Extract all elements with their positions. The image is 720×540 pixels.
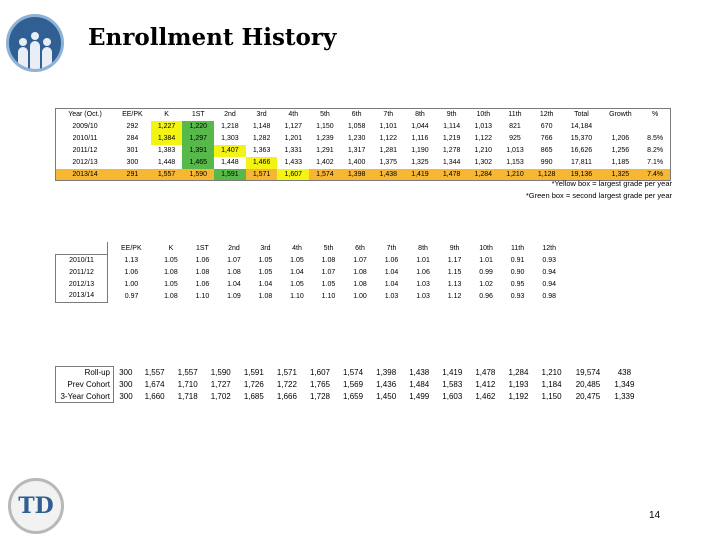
table-cell: 1,122 — [474, 135, 493, 142]
table-cell: 1,013 — [474, 123, 493, 130]
district-logo — [6, 14, 64, 72]
table-cell: 300 — [119, 380, 133, 389]
table-cell: 1,291 — [316, 147, 334, 154]
table-row — [56, 278, 566, 290]
table-cell: 1,206 — [611, 135, 630, 142]
table-cell: 1,728 — [309, 392, 330, 401]
table-row — [56, 145, 671, 157]
column-header: 12th — [539, 111, 554, 119]
table-cell: 8.2% — [647, 147, 664, 154]
table-cell: 0.93 — [510, 292, 525, 300]
row-label: 2013/14 — [56, 290, 108, 302]
column-header: 11th — [511, 244, 525, 252]
table-cell: 1,466 — [246, 157, 278, 169]
table-cell: 1.07 — [321, 268, 336, 276]
table-cell: 1,325 — [411, 159, 429, 166]
table-cell: 1,303 — [221, 135, 239, 142]
table-cell: 0.97 — [124, 292, 139, 300]
table-cell: 0.99 — [479, 268, 493, 276]
table-row — [56, 157, 671, 169]
table-cell: 1,412 — [475, 380, 496, 389]
table-cell: 1,193 — [508, 380, 529, 389]
table-cell: 300 — [119, 392, 133, 401]
table-row — [56, 391, 642, 403]
yellow-note: *Yellow box = largest grade per year — [551, 179, 672, 188]
table-cell: 19,574 — [575, 368, 601, 377]
table-cell: 1.03 — [384, 292, 399, 300]
table-row — [56, 290, 566, 302]
table-cell: 1,659 — [343, 392, 364, 401]
table-cell: 1,660 — [144, 392, 165, 401]
table-cell: 1,101 — [379, 123, 398, 130]
table-cell: 1,571 — [246, 169, 278, 181]
table-cell: 1.04 — [258, 280, 273, 288]
table-cell: 19,136 — [562, 169, 600, 181]
table-cell: 1,128 — [531, 169, 563, 181]
table-cell: 1,674 — [144, 380, 165, 389]
table-cell: 1,185 — [611, 159, 630, 166]
column-header: 10th — [479, 244, 493, 252]
table-cell: 1,438 — [372, 169, 404, 181]
table-cell: 0.96 — [479, 292, 493, 300]
table-cell: 1,462 — [475, 392, 496, 401]
table-cell: 1,557 — [151, 169, 183, 181]
table-cell: 1,127 — [284, 123, 303, 130]
table-cell: 7.4% — [640, 169, 670, 181]
table-row — [56, 133, 671, 145]
table-cell: 1.12 — [447, 292, 462, 300]
table-cell: 291 — [114, 169, 151, 181]
table-cell: 1,465 — [182, 157, 214, 169]
table-cell: 1.00 — [353, 292, 367, 300]
table-cell: 1,398 — [341, 169, 373, 181]
table-cell: 1.17 — [447, 256, 462, 264]
table-cell: 1,574 — [309, 169, 341, 181]
table-cell: 284 — [126, 135, 139, 142]
table-row — [56, 254, 566, 266]
table-cell: 1,150 — [316, 123, 334, 130]
table-cell: 1,607 — [277, 169, 309, 181]
column-header: K — [168, 244, 174, 252]
table-cell: 438 — [617, 368, 632, 377]
green-note: *Green box = second largest grade per year — [525, 191, 672, 200]
table-cell: 1,375 — [379, 159, 398, 166]
projection-table — [55, 366, 641, 403]
table-cell: 1.06 — [195, 256, 210, 264]
column-header: 12th — [542, 244, 556, 252]
column-header: Growth — [609, 111, 632, 119]
table-cell: 1,325 — [600, 169, 640, 181]
table-cell: 1.05 — [290, 280, 304, 288]
table-cell: 1.01 — [416, 256, 430, 264]
row-label: Prev Cohort — [56, 379, 114, 391]
column-header: 3rd — [256, 111, 267, 119]
column-header: 1ST — [196, 244, 209, 252]
table-cell: 1,383 — [157, 147, 176, 154]
table-cell: 1.02 — [479, 280, 493, 288]
page-number: 14 — [649, 510, 661, 521]
column-header: 2nd — [228, 244, 240, 252]
table-cell: 1,297 — [182, 133, 214, 145]
table-cell: 1,331 — [284, 147, 303, 154]
table-cell: 1.10 — [195, 292, 210, 300]
grade-ratio-table — [55, 242, 565, 303]
table-cell: 1,284 — [508, 368, 529, 377]
row-label: 2013/14 — [56, 169, 115, 181]
row-label: 2010/11 — [72, 135, 98, 142]
table-cell: 1,190 — [411, 147, 429, 154]
student-figure-icon — [18, 47, 28, 69]
table-cell: 1.04 — [290, 268, 304, 276]
table-cell: 1.04 — [384, 268, 399, 276]
table-cell: 1,282 — [252, 135, 271, 142]
table-cell: 1,058 — [347, 123, 366, 130]
table-cell: 1,184 — [541, 380, 562, 389]
table-cell: 1.05 — [321, 280, 336, 288]
table-cell: 300 — [126, 159, 139, 166]
table-cell: 1.09 — [227, 292, 241, 300]
table-cell: 1.08 — [258, 292, 273, 300]
table-cell: 1.08 — [164, 292, 178, 300]
column-header: 5th — [323, 244, 334, 252]
student-figure-icon — [30, 41, 40, 69]
table-cell: 1.06 — [195, 280, 210, 288]
table-cell: 1,607 — [309, 368, 330, 377]
row-label: 3-Year Cohort — [56, 391, 114, 403]
table-cell: 990 — [540, 159, 553, 166]
table-cell: 1,349 — [614, 380, 635, 389]
table-cell — [640, 121, 670, 133]
table-cell: 865 — [540, 147, 553, 154]
table-cell: 1,218 — [221, 123, 239, 130]
table-cell: 15,370 — [570, 135, 593, 142]
table-cell: 1,339 — [614, 392, 635, 401]
table-cell: 1.07 — [227, 256, 241, 264]
table-cell: 1,727 — [210, 380, 231, 389]
table-cell: 1,384 — [151, 133, 183, 145]
table-cell: 1.10 — [290, 292, 304, 300]
column-header: Total — [574, 111, 589, 119]
table-cell: 1,317 — [347, 147, 366, 154]
row-label: 2010/11 — [56, 254, 108, 266]
table-cell: 1.15 — [447, 268, 462, 276]
column-header: K — [164, 111, 169, 119]
table-cell: 1.08 — [195, 268, 210, 276]
table-cell: 1,433 — [284, 159, 303, 166]
table-cell: 1,013 — [506, 147, 524, 154]
table-cell: 17,811 — [571, 159, 592, 166]
table-cell: 1.00 — [124, 280, 139, 288]
table-cell: 1.10 — [321, 292, 336, 300]
table-cell: 1.06 — [416, 268, 430, 276]
table-cell: 1,478 — [436, 169, 468, 181]
table-cell: 0.98 — [542, 292, 556, 300]
row-label: 2012/13 — [72, 159, 98, 166]
table-cell: 1.08 — [321, 256, 336, 264]
column-header: 8th — [418, 244, 428, 252]
table-row — [56, 379, 642, 391]
table-cell: 1,402 — [316, 159, 334, 166]
table-cell: 1,726 — [243, 380, 264, 389]
table-cell: 1.06 — [384, 256, 399, 264]
table-cell: 1,192 — [508, 392, 529, 401]
table-cell: 1,574 — [343, 368, 364, 377]
table-cell: 1,219 — [442, 135, 461, 142]
table-cell — [600, 121, 640, 133]
table-cell: 1.04 — [384, 280, 399, 288]
column-header: 10th — [476, 111, 491, 119]
table-cell: 0.95 — [510, 280, 525, 288]
column-header: 3rd — [260, 244, 271, 252]
table-cell: 1,239 — [316, 135, 334, 142]
table-cell: 1.13 — [447, 280, 462, 288]
table-cell: 1.08 — [227, 268, 241, 276]
table-cell: 1.08 — [164, 268, 178, 276]
column-header: EE/PK — [122, 111, 143, 119]
table-cell: 1,557 — [177, 368, 198, 377]
table-cell: 1,419 — [442, 368, 463, 377]
table-cell: 0.91 — [510, 256, 525, 264]
column-header: 11th — [508, 111, 522, 119]
table-cell: 1,363 — [252, 147, 271, 154]
table-cell: 1,150 — [541, 392, 562, 401]
table-cell: 1,591 — [214, 169, 246, 181]
column-header: 7th — [386, 244, 397, 252]
table-cell: 1,722 — [276, 380, 297, 389]
table-cell: 1,484 — [409, 380, 430, 389]
table-cell: 1.08 — [353, 280, 367, 288]
table-cell: 16,626 — [570, 147, 593, 154]
table-cell: 1,450 — [376, 392, 397, 401]
table-cell: 1,148 — [252, 123, 271, 130]
table-cell: 0.94 — [542, 268, 556, 276]
table-cell: 1,210 — [499, 169, 531, 181]
table-cell: 7.1% — [647, 159, 664, 166]
table-cell: 1,499 — [409, 392, 430, 401]
table-cell: 1,153 — [506, 159, 524, 166]
column-header: EE/PK — [121, 244, 142, 252]
column-header: 2nd — [224, 111, 236, 119]
table-cell: 1,230 — [347, 135, 366, 142]
table-cell: 8.5% — [647, 135, 664, 142]
table-cell: 0.94 — [542, 280, 556, 288]
table-cell: 1.05 — [258, 256, 273, 264]
table-cell: 670 — [540, 123, 553, 130]
column-header: 1ST — [191, 111, 205, 119]
table-cell: 925 — [509, 135, 521, 142]
td-logo — [8, 478, 64, 534]
row-label: 2011/12 — [72, 147, 98, 154]
table-cell: 1,710 — [177, 380, 198, 389]
table-cell: 1.07 — [353, 256, 367, 264]
table-cell: 1,281 — [379, 147, 398, 154]
table-cell: 1,407 — [214, 145, 246, 157]
table-cell: 1,685 — [243, 392, 264, 401]
table-cell: 1,116 — [411, 135, 429, 142]
table-cell: 1.05 — [290, 256, 304, 264]
table-cell: 1,220 — [182, 121, 214, 133]
table-cell: 0.93 — [542, 256, 556, 264]
row-label: 2011/12 — [56, 266, 108, 278]
table-cell: 1,765 — [309, 380, 330, 389]
table-cell: 1.05 — [164, 280, 178, 288]
table-cell: 1.06 — [124, 268, 139, 276]
table-cell: 301 — [126, 147, 139, 154]
table-cell: 766 — [540, 135, 553, 142]
table-cell: 1,044 — [411, 123, 429, 130]
column-header: 5th — [320, 111, 330, 119]
table-cell: 1.08 — [353, 268, 367, 276]
table-cell: 1,210 — [541, 368, 562, 377]
table-cell: 1,448 — [157, 159, 176, 166]
table-cell: 20,475 — [575, 392, 601, 401]
table-cell: 1,419 — [404, 169, 436, 181]
table-cell: 20,485 — [575, 380, 601, 389]
table-cell: 1,114 — [443, 123, 461, 130]
table-cell: 1,571 — [276, 368, 297, 377]
table-cell: 1.13 — [124, 256, 139, 264]
table-cell: 1,557 — [144, 368, 165, 377]
table-cell: 1,436 — [376, 380, 397, 389]
row-label: 2012/13 — [56, 278, 108, 290]
table-cell: 1,400 — [347, 159, 366, 166]
table-cell: 0.90 — [510, 268, 525, 276]
page-title: Enrollment History — [88, 24, 337, 51]
table-cell: 1,122 — [379, 135, 398, 142]
table-cell: 14,184 — [570, 123, 593, 130]
table-cell: 1.05 — [164, 256, 178, 264]
column-header: 8th — [415, 111, 425, 119]
table-cell: 1,391 — [182, 145, 214, 157]
column-header: Year (Oct.) — [68, 111, 102, 119]
table-cell: 300 — [119, 368, 133, 377]
table-cell: 1,302 — [474, 159, 493, 166]
table-row — [56, 266, 566, 278]
column-header: 9th — [449, 244, 460, 252]
table-cell: 1,448 — [221, 159, 239, 166]
table-cell: 1,227 — [151, 121, 183, 133]
table-cell: 1,438 — [409, 368, 430, 377]
column-header: 6th — [355, 244, 365, 252]
table-cell: 1,569 — [343, 380, 364, 389]
header-row — [56, 242, 566, 254]
table-cell: 1,583 — [442, 380, 463, 389]
table-cell: 1.03 — [416, 292, 430, 300]
table-cell: 1,666 — [276, 392, 297, 401]
enrollment-table — [55, 108, 671, 181]
table-cell: 292 — [126, 123, 139, 130]
column-header: 4th — [292, 244, 302, 252]
table-cell: 1.01 — [479, 256, 493, 264]
table-cell: 821 — [509, 123, 521, 130]
table-cell: 1.05 — [258, 268, 273, 276]
column-header: 6th — [351, 111, 362, 119]
table-cell: 1,591 — [243, 368, 264, 377]
header-row — [56, 109, 671, 121]
table-cell: 1,344 — [442, 159, 461, 166]
table-row — [56, 121, 671, 133]
table-cell: 1,284 — [467, 169, 499, 181]
table-cell: 1,398 — [376, 368, 397, 377]
table-cell: 1,201 — [284, 135, 303, 142]
column-header: 4th — [288, 111, 299, 119]
table-cell: 1,718 — [177, 392, 198, 401]
table-cell: 1.03 — [416, 280, 430, 288]
td-logo-text: TD — [18, 493, 54, 519]
row-label: 2009/10 — [72, 123, 98, 130]
column-header: % — [652, 111, 659, 119]
table-cell: 1,603 — [442, 392, 463, 401]
column-header — [56, 242, 108, 254]
table-cell: 1,590 — [182, 169, 214, 181]
table-cell: 1,210 — [474, 147, 493, 154]
table-cell: 1,590 — [210, 368, 231, 377]
table-cell: 1.04 — [227, 280, 241, 288]
table-cell: 1,702 — [210, 392, 231, 401]
table-row — [56, 367, 642, 379]
table-cell: 1,478 — [475, 368, 496, 377]
student-figure-icon — [42, 47, 52, 69]
column-header: 7th — [383, 111, 394, 119]
table-cell: 1,278 — [442, 147, 461, 154]
row-label: Roll-up — [56, 367, 114, 379]
column-header: 9th — [446, 111, 457, 119]
table-cell: 1,256 — [611, 147, 630, 154]
